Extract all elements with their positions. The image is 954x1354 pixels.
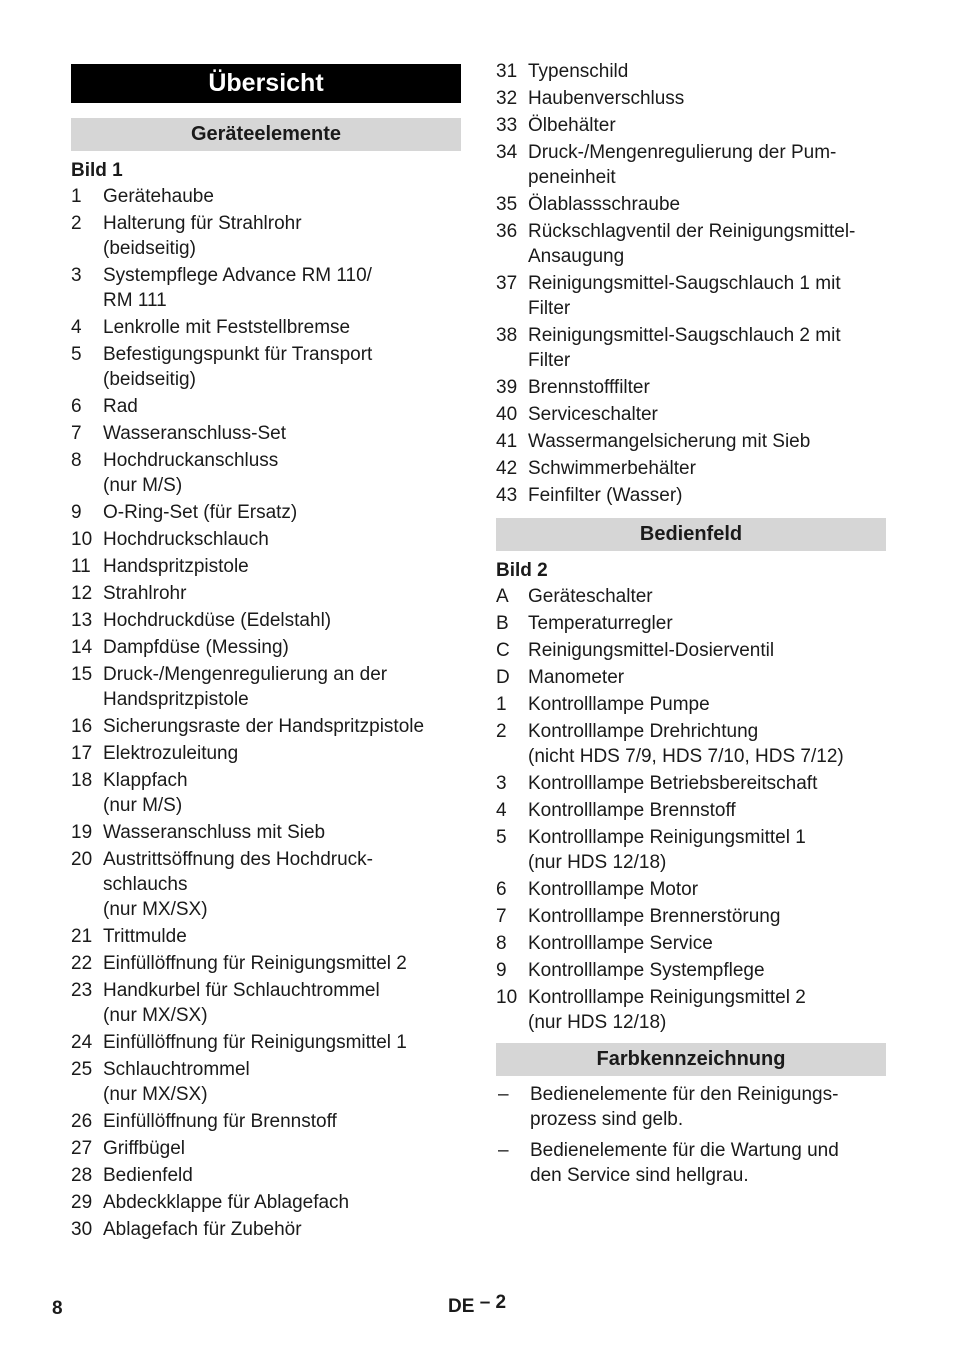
item-text-line: (nur HDS 12/18) xyxy=(528,1012,667,1033)
item-text xyxy=(528,985,886,1035)
list-item xyxy=(71,580,461,607)
item-text xyxy=(528,402,886,427)
item-text-line: Reinigungsmittel-Saugschlauch 2 mit xyxy=(528,325,841,346)
list-item xyxy=(71,420,461,447)
list-item xyxy=(71,526,461,553)
list-item xyxy=(496,876,886,903)
item-text-line: Handspritzpistole xyxy=(103,689,249,710)
item-text-line: Einfüllöffnung für Reinigungsmittel 1 xyxy=(103,1032,407,1053)
item-text-line: Elektrozuleitung xyxy=(103,743,239,764)
item-number: – xyxy=(498,1140,509,1161)
item-number: 13 xyxy=(71,610,93,631)
item-text-line: Handkurbel für Schlauchtrommel xyxy=(103,980,380,1001)
item-text-line: Rückschlagventil der Reinigungsmittel- xyxy=(528,221,856,242)
item-text-line: Reinigungsmittel-Saugschlauch 1 mit xyxy=(528,273,841,294)
item-text xyxy=(528,692,886,717)
item-text-line: Austrittsöffnung des Hochdruck- xyxy=(103,849,374,870)
item-text-line: Befestigungspunkt für Transport xyxy=(103,344,373,365)
item-number: 19 xyxy=(71,822,93,843)
item-number: 33 xyxy=(496,115,518,136)
item-number: 34 xyxy=(496,142,518,163)
item-text-line: Wassermangelsicherung mit Sieb xyxy=(528,431,811,452)
item-text xyxy=(528,59,886,84)
item-text-line: Halterung für Strahlrohr xyxy=(103,213,302,234)
page-number: 8 xyxy=(52,1298,63,1319)
item-number: 6 xyxy=(496,879,507,900)
item-text-line: Systempflege Advance RM 110/ xyxy=(103,265,372,286)
item-number: 35 xyxy=(496,194,518,215)
left-column xyxy=(71,58,461,1243)
item-text-line: Strahlrohr xyxy=(103,583,187,604)
item-text-line: Einfüllöffnung für Reinigungsmittel 2 xyxy=(103,953,407,974)
parts-list-continued xyxy=(496,58,886,509)
item-text-line: Kontrolllampe Reinigungsmittel 2 xyxy=(528,987,806,1008)
item-number: 10 xyxy=(496,987,518,1008)
item-text-line: (nur MX/SX) xyxy=(103,1084,208,1105)
item-text xyxy=(103,500,461,525)
list-item xyxy=(496,583,886,610)
item-text xyxy=(528,483,886,508)
list-item xyxy=(71,499,461,526)
list-item xyxy=(71,1216,461,1243)
item-text xyxy=(103,714,461,739)
item-text-line: (beidseitig) xyxy=(103,369,196,390)
list-item xyxy=(71,183,461,210)
item-text-line: Brennstofffilter xyxy=(528,377,650,398)
item-text xyxy=(528,140,886,190)
item-number: 36 xyxy=(496,221,518,242)
item-text-line: O-Ring-Set (für Ersatz) xyxy=(103,502,298,523)
item-text xyxy=(103,1163,461,1188)
item-number: 17 xyxy=(71,743,93,764)
item-text-line: (nicht HDS 7/9, HDS 7/10, HDS 7/12) xyxy=(528,746,844,767)
item-text-line: Feinfilter (Wasser) xyxy=(528,485,683,506)
item-text xyxy=(103,394,461,419)
item-text-line: Kontrolllampe Brennstoff xyxy=(528,800,736,821)
item-number: 31 xyxy=(496,61,518,82)
item-text xyxy=(103,1030,461,1055)
item-text xyxy=(528,192,886,217)
item-text xyxy=(103,263,461,313)
list-item xyxy=(71,1029,461,1056)
item-text-line: Kontrolllampe Brennerstörung xyxy=(528,906,781,927)
list-item xyxy=(496,903,886,930)
list-item xyxy=(496,610,886,637)
item-text xyxy=(530,1082,838,1132)
item-number: 37 xyxy=(496,273,518,294)
item-text-line: Rad xyxy=(103,396,138,417)
item-number: 29 xyxy=(71,1192,93,1213)
item-text xyxy=(528,86,886,111)
list-item xyxy=(71,607,461,634)
parts-list xyxy=(71,183,461,1243)
item-text-line: (nur HDS 12/18) xyxy=(528,852,667,873)
list-item xyxy=(71,1135,461,1162)
item-text-line: Filter xyxy=(528,350,571,371)
item-text-line: Hochdruckschlauch xyxy=(103,529,269,550)
footer-language-page xyxy=(448,1292,507,1318)
section-heading-bedienfeld: Bedienfeld xyxy=(496,518,886,551)
item-text xyxy=(530,1138,839,1188)
list-item xyxy=(496,482,886,509)
item-number: 23 xyxy=(71,980,93,1001)
item-text-line: Hochdruckanschluss xyxy=(103,450,279,471)
item-number: 1 xyxy=(71,186,82,207)
color-coding-list xyxy=(496,1082,886,1188)
item-text-line: Griffbügel xyxy=(103,1138,186,1159)
item-text-line: (nur M/S) xyxy=(103,475,183,496)
item-number: 28 xyxy=(71,1165,93,1186)
item-number: 7 xyxy=(71,423,82,444)
item-text xyxy=(103,768,461,818)
list-item xyxy=(71,661,461,713)
list-item xyxy=(496,58,886,85)
item-text xyxy=(103,554,461,579)
item-text xyxy=(528,375,886,400)
item-text-line: Lenkrolle mit Feststellbremse xyxy=(103,317,351,338)
item-text-line: Kontrolllampe Motor xyxy=(528,879,699,900)
item-text-line: Reinigungsmittel-Dosierventil xyxy=(528,640,775,661)
item-number: 43 xyxy=(496,485,518,506)
item-text-line: Gerätehaube xyxy=(103,186,214,207)
item-number: 14 xyxy=(71,637,93,658)
item-number: 4 xyxy=(71,317,82,338)
item-text xyxy=(103,951,461,976)
item-text-line: Wasseranschluss mit Sieb xyxy=(103,822,326,843)
list-item xyxy=(496,401,886,428)
list-item xyxy=(71,341,461,393)
list-item xyxy=(496,718,886,770)
item-number: 7 xyxy=(496,906,507,927)
item-text xyxy=(103,342,461,392)
item-number: – xyxy=(498,1084,509,1105)
list-item xyxy=(71,1056,461,1108)
item-text-line: Einfüllöffnung für Brennstoff xyxy=(103,1111,337,1132)
list-item xyxy=(496,1082,886,1132)
list-item xyxy=(71,553,461,580)
item-number: B xyxy=(496,613,509,634)
item-text-line: RM 111 xyxy=(103,290,167,311)
item-number: 12 xyxy=(71,583,93,604)
item-number: 8 xyxy=(496,933,507,954)
list-item xyxy=(496,218,886,270)
item-number: 5 xyxy=(496,827,507,848)
item-number: 25 xyxy=(71,1059,93,1080)
item-text xyxy=(528,429,886,454)
list-item xyxy=(71,210,461,262)
list-item xyxy=(496,428,886,455)
item-number: 26 xyxy=(71,1111,93,1132)
item-text-line: Kontrolllampe Service xyxy=(528,933,713,954)
item-text-line: Schlauchtrommel xyxy=(103,1059,250,1080)
item-text-line: Serviceschalter xyxy=(528,404,658,425)
list-item xyxy=(496,930,886,957)
list-item xyxy=(71,713,461,740)
list-item xyxy=(496,374,886,401)
list-item xyxy=(496,112,886,139)
list-item xyxy=(496,664,886,691)
item-text xyxy=(528,931,886,956)
item-text-line: Kontrolllampe Pumpe xyxy=(528,694,710,715)
list-item xyxy=(71,819,461,846)
item-text-line: Bedienfeld xyxy=(103,1165,193,1186)
list-item xyxy=(496,191,886,218)
item-number: 3 xyxy=(71,265,82,286)
item-number: 24 xyxy=(71,1032,93,1053)
item-text-line: Typenschild xyxy=(528,61,629,82)
item-text xyxy=(528,323,886,373)
list-item xyxy=(496,322,886,374)
list-item xyxy=(496,691,886,718)
item-text xyxy=(103,924,461,949)
item-text-line: den Service sind hellgrau. xyxy=(530,1165,749,1186)
item-text-line: Ölbehälter xyxy=(528,115,616,136)
item-text xyxy=(528,113,886,138)
item-number: 39 xyxy=(496,377,518,398)
item-number: 27 xyxy=(71,1138,93,1159)
item-text xyxy=(103,1190,461,1215)
item-text-line: Kontrolllampe Reinigungsmittel 1 xyxy=(528,827,806,848)
item-number: 40 xyxy=(496,404,518,425)
item-number: 9 xyxy=(71,502,82,523)
page-title: Übersicht xyxy=(71,64,461,103)
item-text xyxy=(528,271,886,321)
item-text-line: Bedienelemente für die Wartung und xyxy=(530,1140,839,1161)
control-panel-list xyxy=(496,583,886,1036)
item-text-line: Bedienelemente für den Reinigungs- xyxy=(530,1084,839,1105)
item-number: 30 xyxy=(71,1219,93,1240)
item-text-line: schlauchs xyxy=(103,874,188,895)
item-number: 11 xyxy=(71,556,91,577)
item-number: 4 xyxy=(496,800,507,821)
item-text-line: Haubenverschluss xyxy=(528,88,685,109)
item-text xyxy=(528,798,886,823)
item-text-line: (nur M/S) xyxy=(103,795,183,816)
item-text-line: Kontrolllampe Systempflege xyxy=(528,960,765,981)
list-item xyxy=(71,767,461,819)
list-item xyxy=(496,984,886,1036)
item-number: 2 xyxy=(71,213,82,234)
item-number: 8 xyxy=(71,450,82,471)
item-number: 15 xyxy=(71,664,93,685)
item-number: 41 xyxy=(496,431,518,452)
item-text-line: Druck-/Mengenregulierung der Pum- xyxy=(528,142,837,163)
item-text xyxy=(103,421,461,446)
item-number: 1 xyxy=(496,694,507,715)
section-heading-geraeteelemente: Geräteelemente xyxy=(71,118,461,151)
item-text-line: Geräteschalter xyxy=(528,586,653,607)
list-item xyxy=(71,846,461,923)
list-item xyxy=(71,923,461,950)
list-item xyxy=(496,1138,886,1188)
item-text xyxy=(528,456,886,481)
item-number: 2 xyxy=(496,721,507,742)
item-text xyxy=(103,184,461,209)
list-item xyxy=(496,797,886,824)
item-text xyxy=(103,581,461,606)
item-text xyxy=(103,1057,461,1107)
item-text-line: (beidseitig) xyxy=(103,238,196,259)
item-text-line: Sicherungsraste der Handspritzpistole xyxy=(103,716,425,737)
item-text-line: Ölablassschraube xyxy=(528,194,681,215)
item-text-line: peneinheit xyxy=(528,167,616,188)
item-number: 9 xyxy=(496,960,507,981)
item-number: 38 xyxy=(496,325,518,346)
list-item xyxy=(71,740,461,767)
item-text xyxy=(103,635,461,660)
item-number: 32 xyxy=(496,88,518,109)
item-text xyxy=(103,662,461,712)
item-text-line: Druck-/Mengenregulierung an der xyxy=(103,664,388,685)
item-text xyxy=(103,315,461,340)
item-text-line: Handspritzpistole xyxy=(103,556,249,577)
item-text xyxy=(103,978,461,1028)
item-number: 22 xyxy=(71,953,93,974)
list-item xyxy=(71,1108,461,1135)
item-text xyxy=(528,877,886,902)
item-text-line: Ansaugung xyxy=(528,246,625,267)
item-text-line: (nur MX/SX) xyxy=(103,1005,208,1026)
item-text-line: Kontrolllampe Betriebsbereitschaft xyxy=(528,773,818,794)
item-text xyxy=(103,741,461,766)
section-heading-farbkennzeichnung: Farbkennzeichnung xyxy=(496,1043,886,1076)
item-number: A xyxy=(496,586,509,607)
item-text-line: prozess sind gelb. xyxy=(530,1109,684,1130)
list-item xyxy=(71,262,461,314)
item-text-line: Trittmulde xyxy=(103,926,187,947)
item-text xyxy=(528,904,886,929)
footer-language: DE xyxy=(448,1296,475,1317)
item-text xyxy=(528,665,886,690)
list-item xyxy=(71,977,461,1029)
item-text-line: Abdeckklappe für Ablagefach xyxy=(103,1192,350,1213)
item-text-line: Dampfdüse (Messing) xyxy=(103,637,289,658)
item-text xyxy=(103,527,461,552)
item-text xyxy=(103,820,461,845)
list-item xyxy=(496,824,886,876)
item-text xyxy=(103,847,461,922)
item-text xyxy=(103,608,461,633)
right-column xyxy=(496,58,886,1188)
item-text xyxy=(103,211,461,261)
item-text xyxy=(528,771,886,796)
list-item xyxy=(71,1162,461,1189)
item-text xyxy=(528,611,886,636)
item-text xyxy=(103,448,461,498)
item-text-line: Temperaturregler xyxy=(528,613,673,634)
figure-label-bild-1: Bild 1 xyxy=(71,160,123,181)
item-text-line: Kontrolllampe Drehrichtung xyxy=(528,721,759,742)
item-text-line: Schwimmerbehälter xyxy=(528,458,696,479)
list-item xyxy=(496,637,886,664)
item-text-line: Wasseranschluss-Set xyxy=(103,423,287,444)
item-number: 5 xyxy=(71,344,82,365)
item-number: 16 xyxy=(71,716,93,737)
item-number: 18 xyxy=(71,770,93,791)
item-text xyxy=(528,584,886,609)
list-item xyxy=(71,634,461,661)
item-text xyxy=(103,1136,461,1161)
list-item xyxy=(496,85,886,112)
list-item xyxy=(496,270,886,322)
item-text-line: Ablagefach für Zubehör xyxy=(103,1219,302,1240)
list-item xyxy=(496,957,886,984)
list-item xyxy=(71,314,461,341)
footer-subpage: – 2 xyxy=(479,1292,507,1313)
item-text xyxy=(103,1109,461,1134)
item-text xyxy=(528,638,886,663)
item-text-line: Filter xyxy=(528,298,571,319)
item-number: D xyxy=(496,667,510,688)
list-item xyxy=(496,455,886,482)
item-text xyxy=(528,219,886,269)
item-number: 3 xyxy=(496,773,507,794)
item-number: 21 xyxy=(71,926,93,947)
item-number: 6 xyxy=(71,396,82,417)
list-item xyxy=(496,770,886,797)
list-item xyxy=(71,393,461,420)
item-text-line: Manometer xyxy=(528,667,625,688)
item-text xyxy=(528,719,886,769)
item-number: 20 xyxy=(71,849,93,870)
figure-label-bild-2: Bild 2 xyxy=(496,560,548,581)
list-item xyxy=(496,139,886,191)
item-text xyxy=(528,825,886,875)
list-item xyxy=(71,1189,461,1216)
item-number: 42 xyxy=(496,458,518,479)
item-number: 10 xyxy=(71,529,93,550)
item-text xyxy=(103,1217,461,1242)
item-text-line: (nur MX/SX) xyxy=(103,899,208,920)
list-item xyxy=(71,447,461,499)
item-number: C xyxy=(496,640,510,661)
list-item xyxy=(71,950,461,977)
item-text-line: Hochdruckdüse (Edelstahl) xyxy=(103,610,332,631)
item-text-line: Klappfach xyxy=(103,770,188,791)
item-text xyxy=(528,958,886,983)
